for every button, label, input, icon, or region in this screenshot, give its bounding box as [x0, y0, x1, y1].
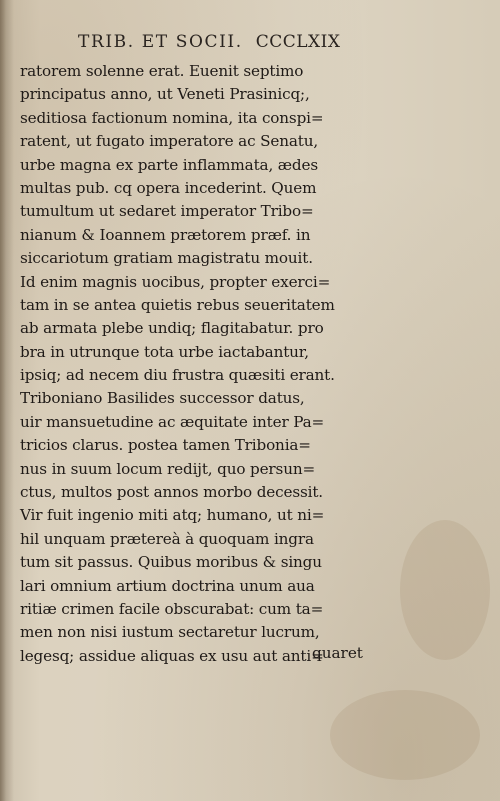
text-line: principatus anno, ut Veneti Prasinicq;, [20, 85, 310, 104]
folio-number: CCCLXIX [255, 32, 341, 52]
text-line: nianum & Ioannem prætorem præf. in [20, 225, 311, 244]
text-line: legesq; assidue aliquas ex usu aut anti= [20, 646, 324, 665]
text-line: tricios clarus. postea tamen Tribonia= [20, 436, 311, 455]
text-line: lari omnium artium doctrina unum aua [20, 576, 315, 595]
text-line: ratorem solenne erat. Euenit septimo [20, 62, 304, 80]
text-line: men non nisi iustum sectaretur lucrum, [20, 623, 320, 642]
text-line: bra in utrunque tota urbe iactabantur, [20, 342, 309, 361]
paper-stain [400, 520, 490, 660]
text-line: uir mansuetudine ac æquitate inter Pa= [20, 412, 325, 431]
text-line: ipsiq; ad necem diu frustra quæsiti erant. [20, 366, 335, 385]
text-line: Id enim magnis uocibus, propter exerci= [20, 272, 331, 291]
text-line: tumultum ut sedaret imperator Tribo= [20, 202, 314, 221]
text-line: seditiosa factionum nomina, ita conspi= [20, 108, 324, 127]
text-line: ctus, multos post annos morbo decessit. [20, 483, 323, 502]
text-line: ratent, ut fugato imperatore ac Senatu, [20, 132, 318, 151]
text-line: Triboniano Basilides successor datus, [20, 389, 305, 408]
running-title: TRIB. ET SOCII. [78, 32, 243, 52]
text-line: siccariotum gratiam magistratu mouit. [20, 249, 313, 268]
text-line: tam in se antea quietis rebus seueritatem [20, 295, 335, 314]
text-line: ritiæ crimen facile obscurabat: cum ta= [20, 599, 324, 618]
catchword: quaret [312, 644, 363, 662]
text-line: hil unquam prætereà à quoquam ingra [20, 529, 314, 548]
text-line: ab armata plebe undiq; flagitabatur. pro [20, 319, 324, 338]
text-line: urbe magna ex parte inflammata, ædes [20, 155, 318, 174]
text-line: multas pub. cq opera incederint. Quem [20, 178, 317, 197]
gutter-shadow [0, 0, 14, 801]
paper-stain [330, 690, 480, 780]
text-line: Vir fuit ingenio miti atq; humano, ut ni= [20, 506, 325, 525]
running-header [78, 32, 378, 52]
text-line: nus in suum locum redijt, quo persun= [20, 459, 316, 478]
text-line: tum sit passus. Quibus moribus & singu [20, 553, 322, 572]
main-text-block [20, 60, 380, 668]
